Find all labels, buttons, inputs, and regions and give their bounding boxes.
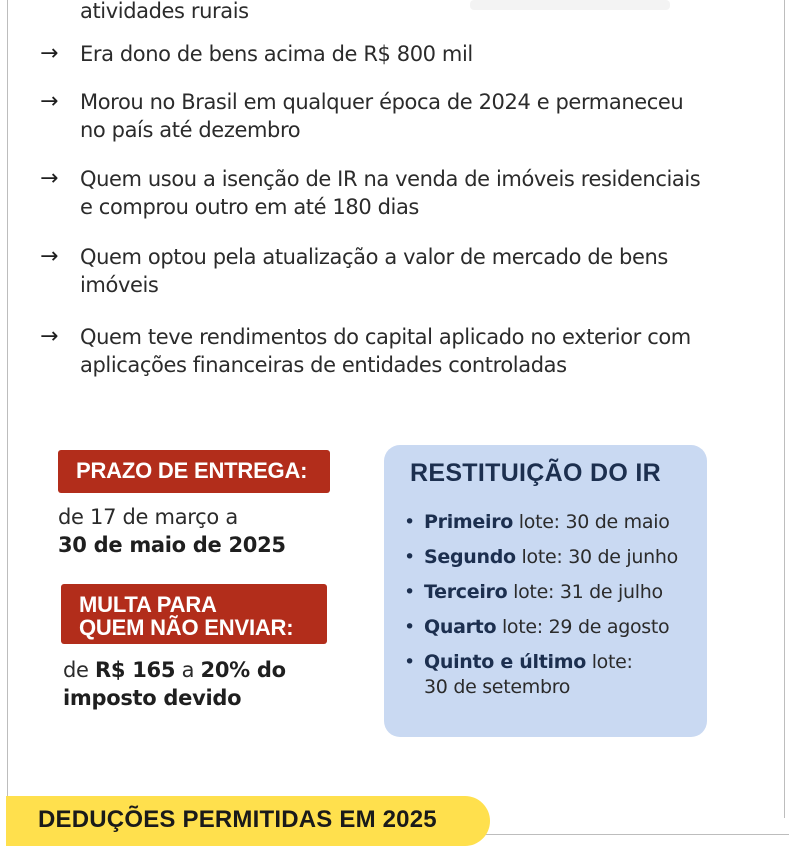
multa-line-2: imposto devido (63, 686, 242, 710)
multa-min-value: R$ 165 (95, 658, 176, 682)
lote-date: lote: 31 de julho (507, 581, 663, 603)
list-item-text: Morou no Brasil em qualquer época de 2024 e permaneceu no país até dezembro (80, 90, 684, 142)
arrow-right-icon: → (40, 324, 59, 349)
lote-item (402, 615, 702, 640)
lote-date: lote: (585, 651, 633, 673)
list-item (40, 40, 740, 68)
multa-connector: a (181, 658, 195, 682)
arrow-right-icon: → (40, 244, 59, 269)
lote-date: lote: 30 de junho (515, 546, 678, 568)
multa-badge (61, 584, 327, 644)
list-item-text: Quem teve rendimentos do capital aplicado no exterior com aplicações financeiras de entidades controladas (80, 325, 691, 377)
restituicao-title: RESTITUIÇÃO DO IR (410, 459, 661, 487)
top-fade-bar (470, 0, 670, 10)
multa-badge-line-2: QUEM NÃO ENVIAR: (79, 615, 294, 640)
lote-date: lote: 30 de maio (513, 511, 670, 533)
lote-last-date: 30 de setembro (424, 676, 571, 698)
list-item-text: Quem optou pela atualização a valor de mercado de bens imóveis (80, 245, 668, 297)
lote-name: Terceiro (424, 581, 508, 603)
multa-values (63, 656, 286, 712)
bullet-icon: • (404, 651, 415, 673)
prazo-deadline: 30 de maio de 2025 (58, 533, 286, 557)
list-item-fragment: atividades rurais (80, 0, 249, 23)
bullet-icon: • (404, 616, 415, 638)
prazo-dates (58, 503, 286, 559)
bullet-icon: • (404, 546, 415, 568)
lote-item (402, 545, 702, 570)
list-item (40, 243, 740, 299)
frame-right-border (784, 0, 785, 818)
prazo-badge (58, 450, 330, 493)
multa-prefix: de (63, 658, 89, 682)
lote-date: lote: 29 de agosto (496, 616, 670, 638)
lote-name: Quinto e último (424, 651, 586, 673)
lote-name: Segundo (424, 546, 516, 568)
prazo-badge-label: PRAZO DE ENTREGA: (76, 458, 308, 483)
restituicao-list (402, 510, 702, 710)
arrow-right-icon: → (40, 89, 59, 114)
list-item-text: Era dono de bens acima de R$ 800 mil (80, 42, 473, 66)
list-item (40, 88, 740, 144)
list-item-text: Quem usou a isenção de IR na venda de imóveis residenciais e comprou outro em até 180 dias (80, 167, 701, 219)
lote-item (402, 650, 702, 700)
bullet-icon: • (404, 581, 415, 603)
arrow-right-icon: → (40, 41, 59, 66)
lote-name: Primeiro (424, 511, 514, 533)
multa-max-value: 20% do (200, 658, 286, 682)
lote-item (402, 510, 702, 535)
bullet-icon: • (404, 511, 415, 533)
deducoes-title: DEDUÇÕES PERMITIDAS EM 2025 (38, 806, 437, 833)
lote-item (402, 580, 702, 605)
list-item (40, 323, 740, 379)
list-item (40, 165, 740, 221)
arrow-right-icon: → (40, 166, 59, 191)
multa-badge-line-1: MULTA PARA (79, 592, 217, 617)
lote-name: Quarto (424, 616, 497, 638)
frame-left-border (7, 0, 8, 818)
prazo-line-1: de 17 de março a (58, 505, 238, 529)
